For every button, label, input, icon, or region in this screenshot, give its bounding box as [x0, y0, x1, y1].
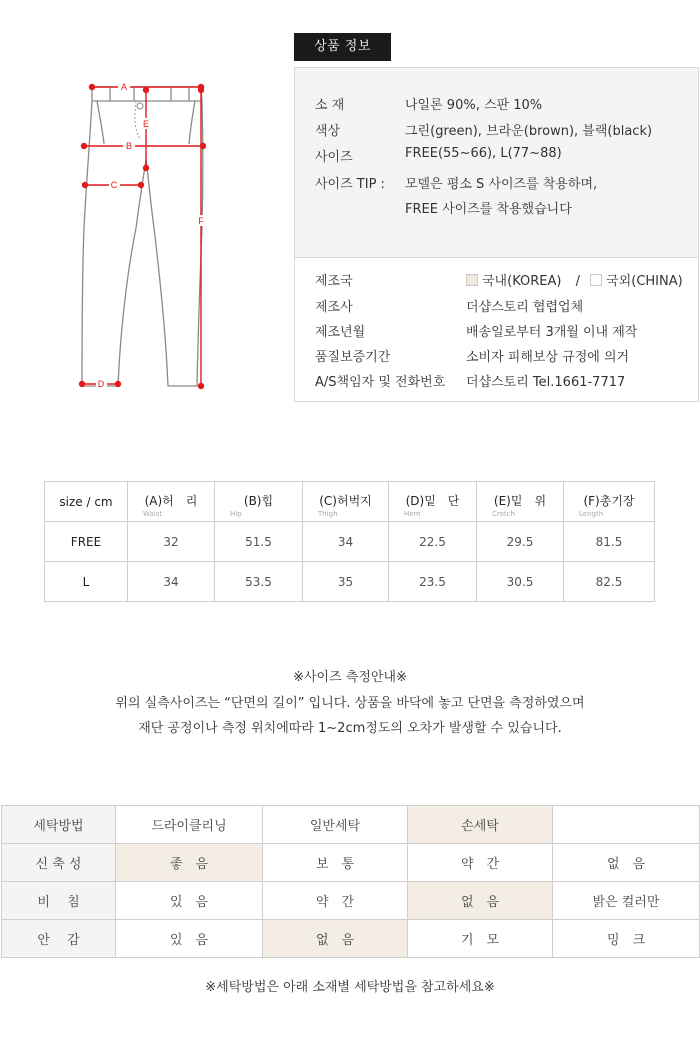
origin-options: [466, 270, 683, 289]
info-value: 나일론 90%, 스판 10%: [405, 98, 543, 113]
wash-cell: 기 모: [408, 920, 553, 958]
wash-label: 신 축 성: [2, 844, 116, 882]
table-row: [2, 806, 700, 844]
size-col-thigh: (C)허벅지 Thigh: [303, 482, 389, 522]
wash-footer-note: ※세탁방법은 아래 소재별 세탁방법을 참고하세요※: [205, 980, 495, 995]
table-row: [2, 882, 700, 920]
origin-separator: /: [575, 274, 580, 289]
measure-notice-title: ※사이즈 측정안내※: [293, 670, 407, 685]
size-label: L: [45, 562, 128, 602]
info-label: 품질보증기간: [315, 350, 391, 365]
pants-measurement-diagram: [70, 78, 220, 396]
info-value: 모델은 평소 S 사이즈를 착용하며,: [405, 177, 598, 192]
wash-label: 세탁방법: [2, 806, 116, 844]
wash-cell: 있 음: [116, 920, 263, 958]
size-cell: 53.5: [215, 562, 303, 602]
size-col-waist: (A)허 리 Waist: [128, 482, 215, 522]
measure-notice-line1: 위의 실측사이즈는 “단면의 길이” 입니다. 상품을 바닥에 놓고 단면을 측정하였으며: [115, 696, 585, 711]
origin-china: 국외(CHINA): [606, 274, 683, 289]
info-value: 그린(green), 브라운(brown), 블랙(black): [405, 124, 653, 139]
size-col-crotch: (E)밑 위 Crotch: [477, 482, 564, 522]
china-checkbox: [590, 274, 602, 286]
size-col-length: (F)총기장 Length: [564, 482, 655, 522]
info-value: FREE(55~66), L(77~88): [405, 146, 562, 161]
info-label: 제조국: [315, 274, 353, 289]
info-value: 소비자 피해보상 규정에 의거: [466, 350, 630, 365]
size-cell: 29.5: [477, 522, 564, 562]
label-d: D: [97, 379, 105, 389]
info-label: 사이즈: [315, 150, 353, 165]
size-cell: 81.5: [564, 522, 655, 562]
label-c: C: [110, 180, 118, 190]
size-cell: 34: [303, 522, 389, 562]
label-e: E: [142, 119, 150, 129]
info-label: 소 재: [315, 98, 345, 113]
table-row: [45, 522, 655, 562]
info-value: FREE 사이즈를 착용했습니다: [405, 202, 572, 217]
wash-cell: 밍 크: [553, 920, 700, 958]
size-cell: 34: [128, 562, 215, 602]
origin-korea: 국내(KOREA): [482, 274, 562, 289]
size-cell: 32: [128, 522, 215, 562]
size-cell: 23.5: [389, 562, 477, 602]
info-label: 색상: [315, 124, 341, 139]
size-cell: 82.5: [564, 562, 655, 602]
wash-cell: 일반세탁: [263, 806, 408, 844]
wash-cell: 약 간: [408, 844, 553, 882]
wash-cell-selected: 손세탁: [408, 806, 553, 844]
wash-cell: 밝은 컬러만: [553, 882, 700, 920]
product-info-box: [294, 67, 699, 402]
wash-cell: 있 음: [116, 882, 263, 920]
measure-notice-line2: 재단 공정이나 측정 위치에따라 1~2cm정도의 오차가 발생할 수 있습니다.: [138, 721, 562, 736]
wash-table: [1, 805, 700, 958]
wash-cell: 약 간: [263, 882, 408, 920]
korea-checkbox: [466, 274, 478, 286]
wash-cell-selected: 없 음: [263, 920, 408, 958]
wash-cell: 드라이클리닝: [116, 806, 263, 844]
wash-label: 안 감: [2, 920, 116, 958]
wash-cell: [553, 806, 700, 844]
wash-label: 비 침: [2, 882, 116, 920]
size-cell: 35: [303, 562, 389, 602]
product-info-tab: 상품 정보: [294, 33, 391, 61]
size-cell: 51.5: [215, 522, 303, 562]
info-value: 배송일로부터 3개월 이내 제작: [466, 325, 638, 340]
table-row: [2, 844, 700, 882]
size-cell: 22.5: [389, 522, 477, 562]
table-row: [45, 562, 655, 602]
size-table-header: [45, 482, 655, 522]
label-f: F: [198, 216, 204, 226]
label-b: B: [125, 141, 133, 151]
table-row: [2, 920, 700, 958]
info-value: 더샵스토리 협렵업체: [466, 300, 584, 315]
wash-cell: 보 통: [263, 844, 408, 882]
size-table-corner: size / cm: [45, 482, 128, 522]
size-cell: 30.5: [477, 562, 564, 602]
info-label: 사이즈 TIP :: [315, 177, 385, 192]
wash-cell-selected: 좋 음: [116, 844, 263, 882]
wash-cell: 없 음: [553, 844, 700, 882]
product-info-top: [295, 68, 698, 258]
wash-cell-selected: 없 음: [408, 882, 553, 920]
info-value: 더샵스토리 Tel.1661-7717: [466, 375, 626, 390]
size-col-hem: (D)밑 단 Hem: [389, 482, 477, 522]
size-table: [44, 481, 655, 602]
label-a: A: [120, 82, 128, 92]
info-label: A/S책임자 및 전화번호: [315, 375, 446, 390]
size-label: FREE: [45, 522, 128, 562]
info-label: 제조사: [315, 300, 353, 315]
info-label: 제조년월: [315, 325, 366, 340]
size-col-hip: (B)힙 Hip: [215, 482, 303, 522]
